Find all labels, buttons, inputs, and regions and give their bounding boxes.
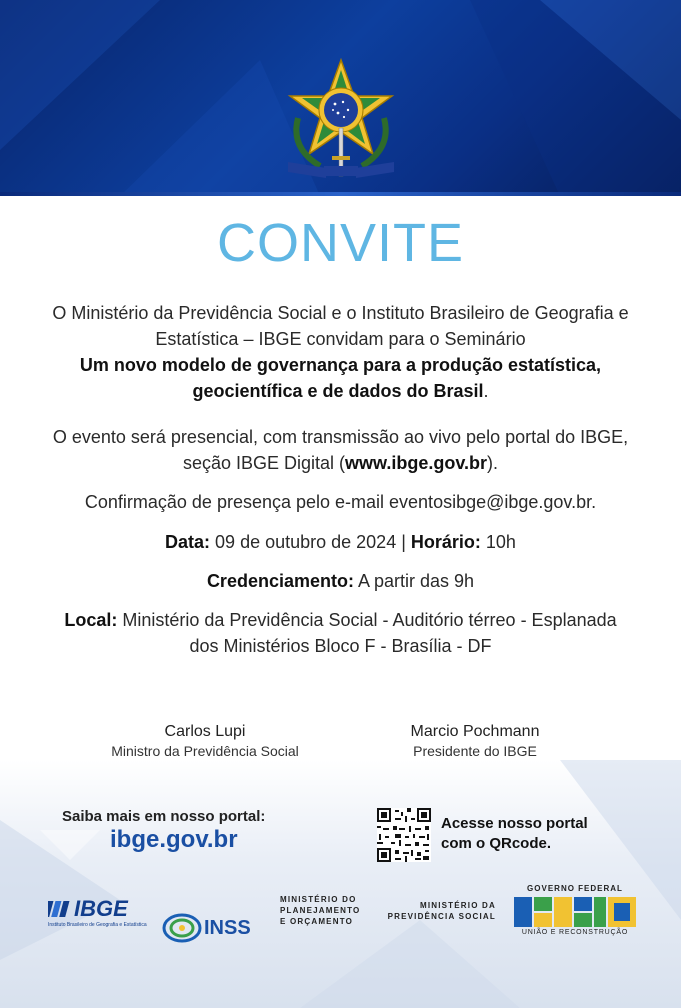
ibge-wordmark: IBGE [74,896,128,921]
invitation-title: CONVITE [216,213,465,273]
header-banner [0,0,681,196]
event-line-2-suffix: ). [487,453,499,473]
qr-label-line-2: com o QRcode. [441,835,552,852]
date-time-line [30,529,651,555]
signature-marcio-pochmann [345,722,605,760]
governo-federal-label: GOVERNO FEDERAL [527,884,623,893]
event-line-1: O evento será presencial, com transmissão ao vivo pelo portal do IBGE, [52,427,629,447]
portal-link[interactable]: ibge.gov.br [110,826,238,853]
event-line-2-prefix: seção IBGE Digital ( [182,453,346,473]
inss-symbol-icon [162,913,202,943]
date-value: 09 de outubro de 2024 | [210,532,411,552]
signature-name: Marcio Pochmann [410,723,540,740]
signature-role: Presidente do IBGE [413,743,537,759]
accreditation-line [30,568,651,594]
seminar-period: . [483,381,489,401]
qr-code-icon[interactable] [377,808,431,862]
brasil-text [514,895,636,926]
qr-code-label [441,814,588,854]
previdencia-line-1: MINISTÉRIO DA [419,901,496,910]
intro-paragraph [30,300,651,404]
intro-line-2: Estatística – IBGE convidam para o Seminário [155,329,526,349]
previdencia-line-2: PREVIDÊNCIA SOCIAL [387,912,496,921]
signature-name: Carlos Lupi [164,723,246,740]
ministerio-planejamento-logo [280,894,360,954]
ibge-symbol-icon [48,899,74,919]
qr-label-line-1: Acesse nosso portal [441,815,588,832]
location-value-line-1: Ministério da Previdência Social - Auditório térreo - Esplanada [117,610,617,630]
accreditation-value: A partir das 9h [353,571,475,591]
location-value-line-2: dos Ministérios Bloco F - Brasília - DF [189,636,492,656]
planejamento-line-3: E ORÇAMENTO [280,917,354,926]
ibge-logo [48,896,147,956]
location-block [30,607,651,659]
time-label: Horário: [410,532,481,552]
date-label: Data: [165,532,211,552]
event-paragraph [30,424,651,476]
planejamento-line-1: MINISTÉRIO DO [280,895,357,904]
coat-of-arms-icon [280,58,402,186]
signature-carlos-lupi [75,722,335,760]
inss-wordmark: INSS [204,916,251,939]
confirmation-text: Confirmação de presença pelo e-mail eventosibge@ibge.gov.br. [84,492,597,512]
ibge-subtitle: Instituto Brasileiro de Geografia e Estatística [48,922,147,928]
planejamento-line-2: PLANEJAMENTO [280,906,361,915]
signature-role: Ministro da Previdência Social [111,743,299,759]
accreditation-label: Credenciamento: [206,571,354,591]
location-label: Local: [64,610,118,630]
governo-federal-logo [514,884,636,944]
portal-label: Saiba mais em nosso portal: [62,808,266,825]
seminar-title-line-1: Um novo modelo de governança para a produção estatística, [79,355,602,375]
ministerio-previdencia-logo [376,900,496,960]
seminar-title-line-2: geocientífica e de dados do Brasil [192,381,484,401]
brasil-wordmark [514,895,636,929]
time-value: 10h [480,532,516,552]
intro-line-1: O Ministério da Previdência Social e o Instituto Brasileiro de Geografia e [52,303,629,323]
inss-logo [162,898,251,958]
event-portal-link[interactable]: www.ibge.gov.br [345,453,488,473]
uniao-reconstrucao-label: UNIÃO E RECONSTRUÇÃO [521,929,629,936]
